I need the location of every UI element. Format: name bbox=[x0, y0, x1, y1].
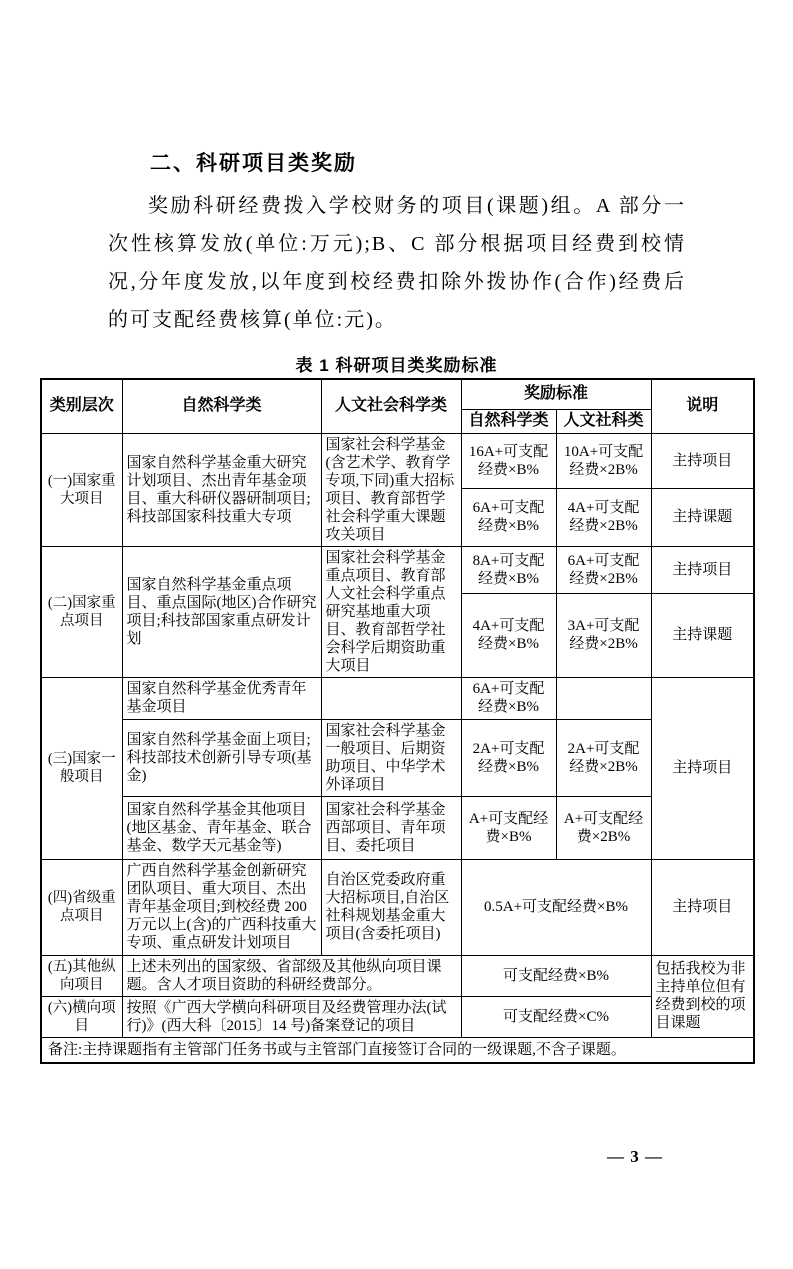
cell-note-2b: 主持课题 bbox=[651, 594, 754, 677]
header-humanities: 人文社会科学类 bbox=[321, 379, 461, 433]
cell-humanities-3b: 国家社会科学基金一般项目、后期资助项目、中华学术外译项目 bbox=[321, 719, 461, 796]
table-footnote: 备注:主持课题指有主管部门任务书或与主管部门直接签订合同的一级课题,不含子课题。 bbox=[41, 1037, 754, 1063]
cell-note-3: 主持项目 bbox=[651, 677, 754, 859]
cell-award-social-1a: 10A+可支配经费×2B% bbox=[556, 433, 651, 488]
cell-award-social-3c: A+可支配经费×2B% bbox=[556, 796, 651, 859]
cell-humanities-3a bbox=[321, 677, 461, 719]
cell-award-natural-2a: 8A+可支配经费×B% bbox=[461, 546, 556, 594]
cell-note-1a: 主持项目 bbox=[651, 433, 754, 488]
header-note: 说明 bbox=[651, 379, 754, 433]
section-heading: 二、科研项目类奖励 bbox=[150, 152, 357, 175]
header-natural: 自然科学类 bbox=[122, 379, 321, 433]
cell-award-social-1b: 4A+可支配经费×2B% bbox=[556, 488, 651, 546]
cell-category-3: (三)国家一般项目 bbox=[41, 677, 122, 859]
cell-award-4: 0.5A+可支配经费×B% bbox=[461, 859, 651, 955]
intro-paragraph: 奖励科研经费拨入学校财务的项目(课题)组。A 部分一次性核算发放(单位:万元);B、C 部分根据项目经费到校情况,分年度发放,以年度到校经费扣除外拨协作(合作)经费后的可支配经费核算(单位:元)。 bbox=[108, 195, 686, 331]
cell-category-5: (五)其他纵向项目 bbox=[41, 955, 122, 996]
cell-award-6: 可支配经费×C% bbox=[461, 996, 651, 1037]
header-award: 奖励标准 bbox=[461, 379, 651, 409]
cell-note-5-6: 包括我校为非主持单位但有经费到校的项目课题 bbox=[651, 955, 754, 1037]
header-award-natural: 自然科学类 bbox=[461, 409, 556, 433]
cell-humanities-2: 国家社会科学基金重点项目、教育部人文社会科学重点研究基地重大项目、教育部哲学社会科学后期资助重大项目 bbox=[321, 546, 461, 677]
cell-award-natural-3c: A+可支配经费×B% bbox=[461, 796, 556, 859]
cell-note-1b: 主持课题 bbox=[651, 488, 754, 546]
cell-category-2: (二)国家重点项目 bbox=[41, 546, 122, 677]
cell-scope-6: 按照《广西大学横向科研项目及经费管理办法(试行)》(西大科〔2015〕14 号)备案登记的项目 bbox=[122, 996, 461, 1037]
cell-humanities-1: 国家社会科学基金(含艺术学、教育学专项,下同)重大招标项目、教育部哲学社会科学重大课题攻关项目 bbox=[321, 433, 461, 546]
cell-award-natural-3a: 6A+可支配经费×B% bbox=[461, 677, 556, 719]
cell-humanities-3c: 国家社会科学基金西部项目、青年项目、委托项目 bbox=[321, 796, 461, 859]
cell-note-2a: 主持项目 bbox=[651, 546, 754, 594]
cell-category-6: (六)横向项目 bbox=[41, 996, 122, 1037]
cell-scope-5: 上述未列出的国家级、省部级及其他纵向项目课题。含人才项目资助的科研经费部分。 bbox=[122, 955, 461, 996]
cell-award-social-2b: 3A+可支配经费×2B% bbox=[556, 594, 651, 677]
cell-award-social-2a: 6A+可支配经费×2B% bbox=[556, 546, 651, 594]
header-award-social: 人文社科类 bbox=[556, 409, 651, 433]
cell-category-4: (四)省级重点项目 bbox=[41, 859, 122, 955]
cell-natural-3b: 国家自然科学基金面上项目;科技部技术创新引导专项(基金) bbox=[122, 719, 321, 796]
document-page bbox=[0, 147, 793, 1269]
page-number: — 3 — bbox=[607, 1147, 663, 1166]
cell-award-natural-3b: 2A+可支配经费×B% bbox=[461, 719, 556, 796]
award-standards-table bbox=[40, 378, 755, 1064]
cell-note-4: 主持项目 bbox=[651, 859, 754, 955]
cell-humanities-4: 自治区党委政府重大招标项目,自治区社科规划基金重大项目(含委托项目) bbox=[321, 859, 461, 955]
table-title: 表 1 科研项目类奖励标准 bbox=[295, 356, 498, 375]
header-category: 类别层次 bbox=[41, 379, 122, 433]
cell-award-social-3b: 2A+可支配经费×2B% bbox=[556, 719, 651, 796]
cell-award-natural-1a: 16A+可支配经费×B% bbox=[461, 433, 556, 488]
cell-award-social-3a bbox=[556, 677, 651, 719]
cell-natural-3c: 国家自然科学基金其他项目(地区基金、青年基金、联合基金、数学天元基金等) bbox=[122, 796, 321, 859]
cell-natural-2: 国家自然科学基金重点项目、重点国际(地区)合作研究项目;科技部国家重点研发计划 bbox=[122, 546, 321, 677]
cell-award-natural-1b: 6A+可支配经费×B% bbox=[461, 488, 556, 546]
cell-award-5: 可支配经费×B% bbox=[461, 955, 651, 996]
cell-category-1: (一)国家重大项目 bbox=[41, 433, 122, 546]
cell-award-natural-2b: 4A+可支配经费×B% bbox=[461, 594, 556, 677]
cell-natural-1: 国家自然科学基金重大研究计划项目、杰出青年基金项目、重大科研仪器研制项目;科技部国家科技重大专项 bbox=[122, 433, 321, 546]
cell-natural-3a: 国家自然科学基金优秀青年基金项目 bbox=[122, 677, 321, 719]
cell-natural-4: 广西自然科学基金创新研究团队项目、重大项目、杰出青年基金项目;到校经费 200 万元以上(含)的广西科技重大专项、重点研发计划项目 bbox=[122, 859, 321, 955]
